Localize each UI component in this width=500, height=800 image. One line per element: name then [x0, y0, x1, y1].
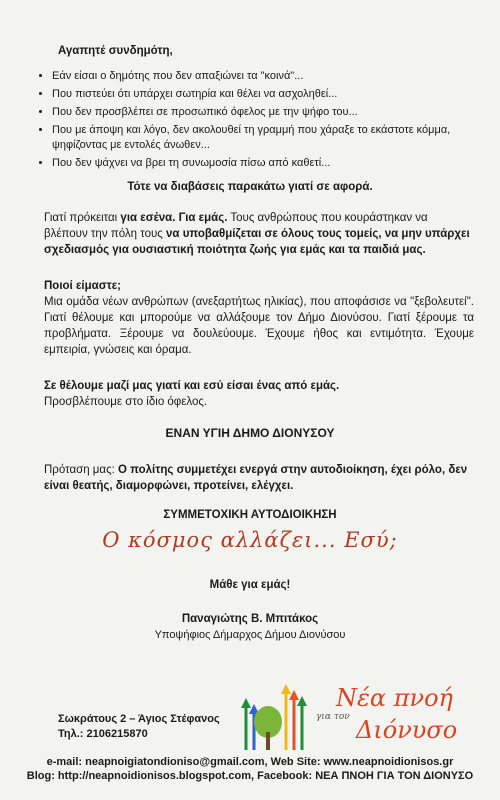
intro-text: Γιατί πρόκειται — [44, 212, 121, 224]
slogan: Ο κόσμος αλλάζει... Εσύ; — [102, 528, 398, 552]
bullet-item: • Που δεν προσβλέπει σε προσωπικό όφελος με την ψήφο του... — [52, 105, 482, 120]
call-to-read: Τότε να διαβάσεις παρακάτω γιατί σε αφορά. — [127, 181, 373, 193]
intro-text-2: Τους ανθρώπους που κουράστηκαν να βλέπουν την πόλη τους — [44, 212, 428, 240]
bullet-item: • Που με άποψη και λόγο, δεν ακολουθεί τη γραμμή που χάραξε το εκάστοτε κόμμα, ψηφίζοντας με εντολές άνωθεν... — [52, 123, 482, 153]
proposal-text: Ο πολίτης συμμετέχει ενεργά στην αυτοδιοίκηση, έχει ρόλο, δεν είναι θεατής, διαμορφώνει, προτείνει, ελέγχει. — [44, 464, 468, 492]
intro-emphasis-2: να υποβαθμίζεται σε όλους τους τομείς, να μην υπάρχει σχεδιασμός για ουσιαστική ποιότητα ζωής για εμάς και τα παιδιά μας. — [44, 228, 470, 256]
phone: Τηλ.: 2106215870 — [58, 728, 148, 740]
want-heading: Σε θέλουμε μαζί μας γιατί και εσύ είσαι ένας από εμάς. — [44, 380, 340, 392]
candidate-role: Υποψήφιος Δήμαρχος Δήμου Διονύσου — [154, 629, 346, 641]
address: Σωκράτους 2 – Άγιος Στέφανος — [58, 713, 220, 725]
learn-more: Μάθε για εμάς! — [209, 579, 291, 591]
logo-line1: Νέα πνοή — [336, 684, 453, 712]
bullet-item: • Εάν είσαι ο δημότης που δεν απαξιώνει τα "κοινά"... — [52, 69, 482, 84]
intro-paragraph — [44, 210, 474, 258]
who-text: Μια ομάδα νέων ανθρώπων (ανεξαρτήτως ηλικίας), που αποφάσισε να "ξεβολευτεί". Γιατί θέλουμε και μπορούμε να αλλάξουμε τον Δήμο Διονύσου. Γιατί ξέρουμε τα προβλήματα. Ξέρουμε να δουλεύουμε. Έχουμε ήθος και εντιμότητα. Έχουμε εμπειρία, γνώσεις και όραμα. — [44, 296, 474, 356]
bullet-item: • Που πιστεύει ότι υπάρχει σωτηρία και θέλει να ασχοληθεί... — [52, 87, 482, 102]
proposal-paragraph — [44, 462, 474, 494]
bullet-list — [38, 69, 482, 174]
blog-line: Blog: http://neapnoidionisos.blogspot.com, Facebook: ΝΕΑ ΠΝΟΗ ΓΙΑ ΤΟΝ ΔΙΟΝΥΣΟ — [26, 770, 474, 782]
greeting: Αγαπητέ συνδημότη, — [58, 45, 173, 57]
bullet-item: • Που δεν ψάχνει να βρει τη συνωμοσία πίσω από καθετί... — [52, 156, 482, 171]
proposal-label: Πρόταση μας: — [44, 464, 119, 476]
candidate-name: Παναγιώτης Β. Μπιτάκος — [181, 613, 319, 625]
logo-small: για τον — [316, 712, 350, 722]
logo — [238, 676, 498, 754]
who-heading: Ποιοί είμαστε; — [44, 280, 121, 292]
healthy-heading: ΕΝΑΝ ΥΓΙΗ ΔΗΜΟ ΔΙΟΝΥΣΟΥ — [165, 426, 335, 440]
contact-line: e-mail: neapnoigiatondioniso@gmail.com, Web Site: www.neapnoidionisos.gr — [46, 756, 454, 768]
want-text: Προσβλέπουμε στο ίδιο όφελος. — [44, 396, 208, 408]
logo-line2: Διόνυσο — [356, 716, 458, 744]
participatory-heading: ΣΥΜΜΕΤΟΧΙΚΗ ΑΥΤΟΔΙΟΙΚΗΣΗ — [163, 509, 337, 521]
intro-emphasis: για εσένα. Για εμάς. — [120, 212, 228, 224]
